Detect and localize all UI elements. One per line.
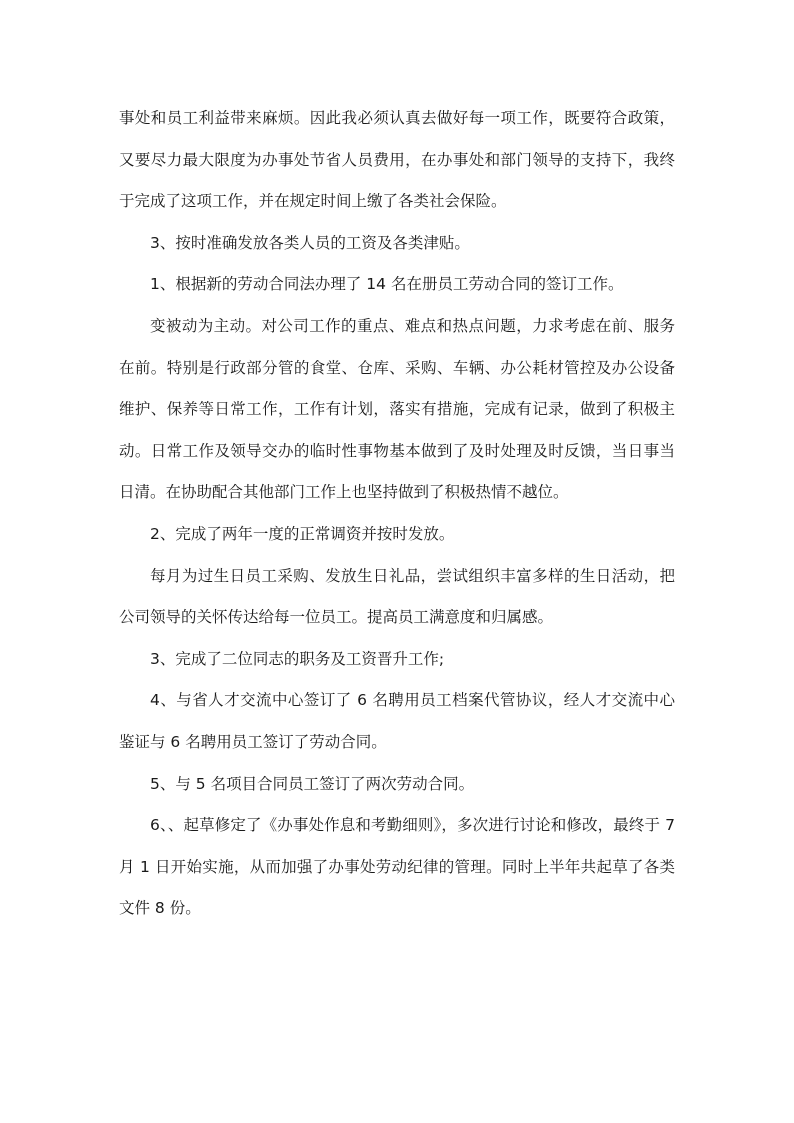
- paragraph-item-3-salary: 3、按时准确发放各类人员的工资及各类津贴。: [150, 233, 470, 252]
- paragraph-item-4-archive-agreement: 4、与省人才交流中心签订了 6 名聘用员工档案代管协议，经人才交流中心鉴证与 6 名聘用员工签订了劳动合同。: [119, 691, 675, 751]
- paragraph-birthday-activities: 每月为过生日员工采购、发放生日礼品，尝试组织丰富多样的生日活动，把公司领导的关怀传达给每一位员工。提高员工满意度和归属感。: [119, 566, 675, 627]
- paragraph-proactive-work: 变被动为主动。对公司工作的重点、难点和热点问题，力求考虑在前、服务在前。特别是行政部分管的食堂、仓库、采购、车辆、办公耗材管控及办公设备维护、保养等日常工作，工作有计划，落实有措施，完成有记录，做到了积极主动。日常工作及领导交办的临时性事物基本做到了及时处理及时反馈，当日事当日清。在协助配合其他部门工作上也坚持做到了积极热情不越位。: [119, 316, 675, 502]
- paragraph-item-3-promotion: 3、完成了二位同志的职务及工资晋升工作;: [150, 649, 445, 668]
- paragraph-item-1-contracts: 1、根据新的劳动合同法办理了 14 名在册员工劳动合同的签订工作。: [150, 275, 624, 294]
- paragraph-continuation: 事处和员工利益带来麻烦。因此我必须认真去做好每一项工作，既要符合政策，又要尽力最大限度为办事处节省人员费用，在办事处和部门领导的支持下，我终于完成了这项工作，并在规定时间上缴了各类社会保险。: [119, 109, 675, 211]
- document-body: [119, 98, 675, 930]
- paragraph-item-6-attendance-rules: 6、、起草修定了《办事处作息和考勤细则》，多次进行讨论和修改，最终于 7 月 1 日开始实施，从而加强了办事处劳动纪律的管理。同时上半年共起草了各类文件 8 份。: [119, 816, 675, 918]
- paragraph-item-2-salary-adjustment: 2、完成了两年一度的正常调资并按时发放。: [150, 524, 455, 543]
- paragraph-item-5-project-contracts: 5、与 5 名项目合同员工签订了两次劳动合同。: [150, 774, 475, 793]
